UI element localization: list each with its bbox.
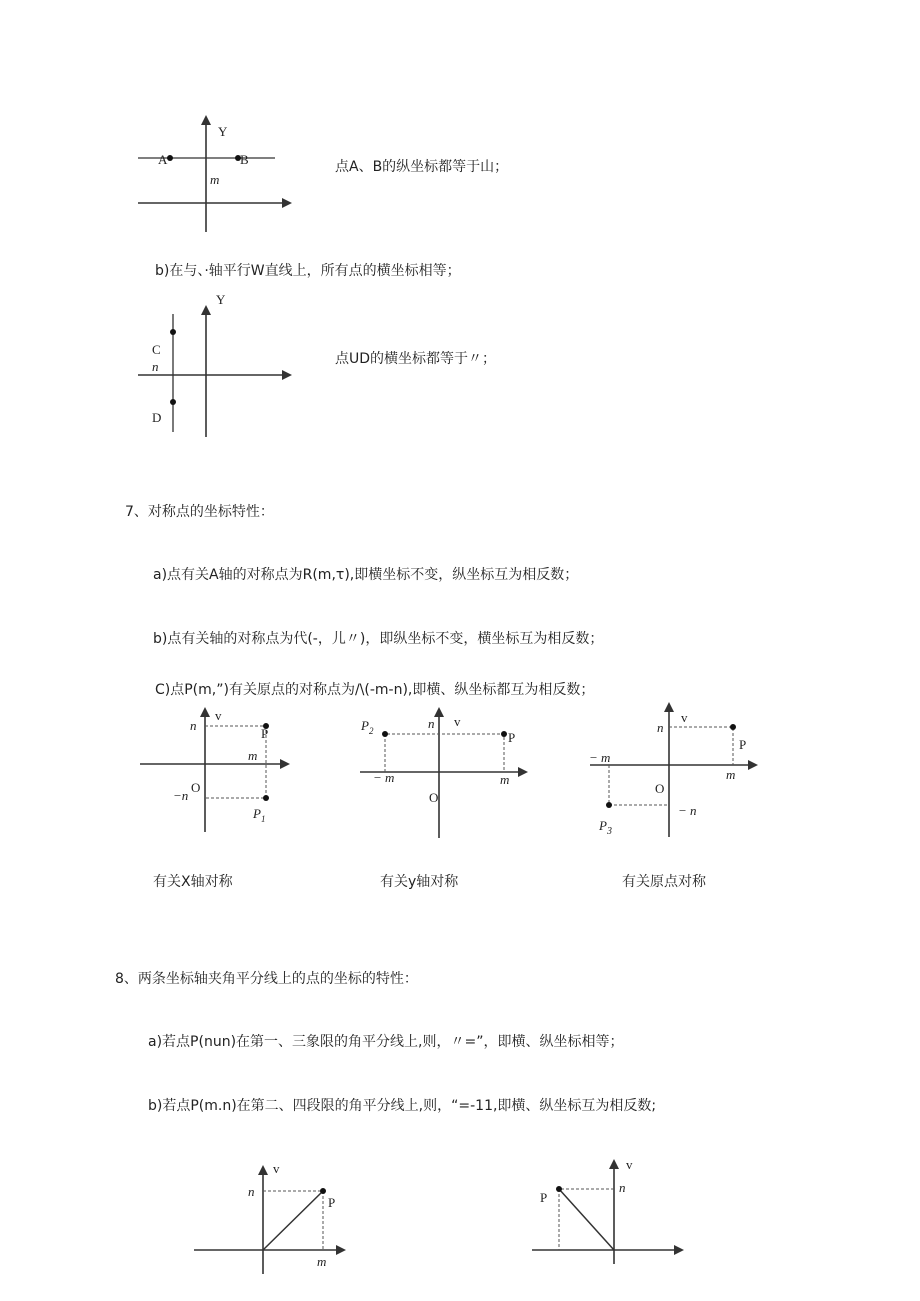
label-neg-n: − n: [678, 803, 697, 818]
label-p1: [252, 806, 265, 824]
label-d: D: [152, 410, 162, 425]
label-v: v: [626, 1157, 633, 1172]
label-origin: O: [191, 780, 201, 795]
label-m: m: [248, 748, 258, 763]
point-c: [170, 329, 176, 335]
caption-ab: 点A、B的纵坐标都等于山；: [335, 159, 509, 175]
point-p1: [263, 795, 269, 801]
figure-bisector-q2-q4: [528, 1152, 698, 1270]
point-p2: [382, 731, 388, 737]
x-axis-arrow: [674, 1245, 684, 1255]
y-label: Y: [218, 124, 228, 139]
label-n: n: [152, 359, 159, 374]
figure-points-c-d: [130, 292, 310, 442]
section-7-a: a)点有关A轴的对称点为R(m,τ),即横坐标不变，纵坐标互为相反数；: [153, 567, 579, 583]
point-p: [730, 724, 736, 730]
section-8-a: a)若点P(nun)在第一、三象限的角平分线上,则，〃=”，即横、纵坐标相等；: [148, 1034, 624, 1050]
y-axis-arrow: [201, 305, 211, 315]
bisector-line: [263, 1191, 323, 1250]
label-n: n: [657, 720, 664, 735]
x-axis-arrow: [282, 370, 292, 380]
label-neg-m: − m: [589, 750, 611, 765]
label-n: n: [619, 1180, 626, 1195]
label-neg-n: −n: [173, 788, 189, 803]
label-b: B: [240, 152, 249, 167]
text-parallel-y-axis: b)在与、·轴平行W直线上，所有点的横坐标相等；: [155, 263, 461, 279]
label-v: v: [681, 710, 688, 725]
y-axis-arrow: [201, 115, 211, 125]
label-neg-m: − m: [373, 770, 395, 785]
point-p: [320, 1188, 326, 1194]
label-m: m: [317, 1254, 327, 1269]
label-origin: O: [429, 790, 439, 805]
x-axis-arrow: [336, 1245, 346, 1255]
section-7-title: 7、对称点的坐标特性：: [125, 504, 274, 520]
figure-symmetry-x-axis: [135, 700, 305, 840]
x-axis-arrow: [748, 760, 758, 770]
label-n: n: [248, 1184, 255, 1199]
label-p: P: [261, 726, 269, 741]
label-m: m: [210, 172, 220, 187]
y-axis-arrow: [200, 707, 210, 717]
label-v: v: [215, 708, 222, 723]
section-7-b: b)点有关轴的对称点为代(-，儿〃)，即纵坐标不变，横坐标互为相反数；: [153, 631, 604, 647]
label-p: P: [540, 1190, 548, 1205]
point-a: [167, 155, 173, 161]
label-m: m: [726, 767, 736, 782]
label-p2-sub: 2: [368, 726, 374, 736]
point-p: [556, 1186, 562, 1192]
x-axis-arrow: [518, 767, 528, 777]
caption-cd: 点UD的横坐标都等于〃；: [335, 351, 497, 367]
label-p2-letter: P: [361, 718, 369, 733]
label-p1-sub: 1: [260, 814, 266, 824]
label-p: P: [328, 1195, 336, 1210]
point-p3: [606, 802, 612, 808]
x-axis-arrow: [282, 198, 292, 208]
y-axis-arrow: [664, 702, 674, 712]
label-p1-letter: P: [253, 806, 261, 821]
y-label: Y: [216, 292, 226, 307]
label-c: C: [152, 342, 161, 357]
section-7-c: C)点P(m,”)有关原点的对称点为/\(-m-n),即横、纵坐标都互为相反数；: [155, 682, 595, 698]
label-origin: O: [655, 781, 665, 796]
label-p: P: [508, 730, 516, 745]
label-n: n: [190, 718, 197, 733]
label-n: n: [428, 716, 435, 731]
figure-symmetry-origin: [585, 695, 770, 845]
label-p: P: [739, 737, 747, 752]
caption-origin-symmetry: 有关原点对称: [622, 874, 706, 890]
section-8-b: b)若点P(m.n)在第二、四段限的角平分线上,则，“=-11,即横、纵坐标互为相反数;: [148, 1098, 657, 1114]
y-axis-arrow: [434, 707, 444, 717]
label-p3-letter: P: [599, 818, 607, 833]
point-p: [501, 731, 507, 737]
section-8-title: 8、两条坐标轴夹角平分线上的点的坐标的特性：: [115, 971, 418, 987]
label-p3: [598, 818, 612, 837]
label-v: v: [454, 714, 461, 729]
bisector-line: [559, 1189, 614, 1250]
figure-symmetry-y-axis: [355, 700, 540, 840]
label-m: m: [500, 772, 510, 787]
label-p2: [360, 718, 374, 736]
projection-lines-p: [669, 727, 733, 765]
caption-x-axis-symmetry: 有关X轴对称: [153, 874, 233, 890]
y-axis-arrow: [609, 1159, 619, 1169]
figure-bisector-q1-q3: [190, 1158, 360, 1276]
x-axis-arrow: [280, 759, 290, 769]
label-v: v: [273, 1161, 280, 1176]
caption-y-axis-symmetry: 有关y轴对称: [380, 874, 459, 890]
point-d: [170, 399, 176, 405]
projection-lines: [385, 734, 504, 772]
label-a: A: [158, 152, 168, 167]
y-axis-arrow: [258, 1165, 268, 1175]
label-p3-sub: 3: [606, 826, 612, 837]
figure-points-a-b: [130, 110, 310, 240]
